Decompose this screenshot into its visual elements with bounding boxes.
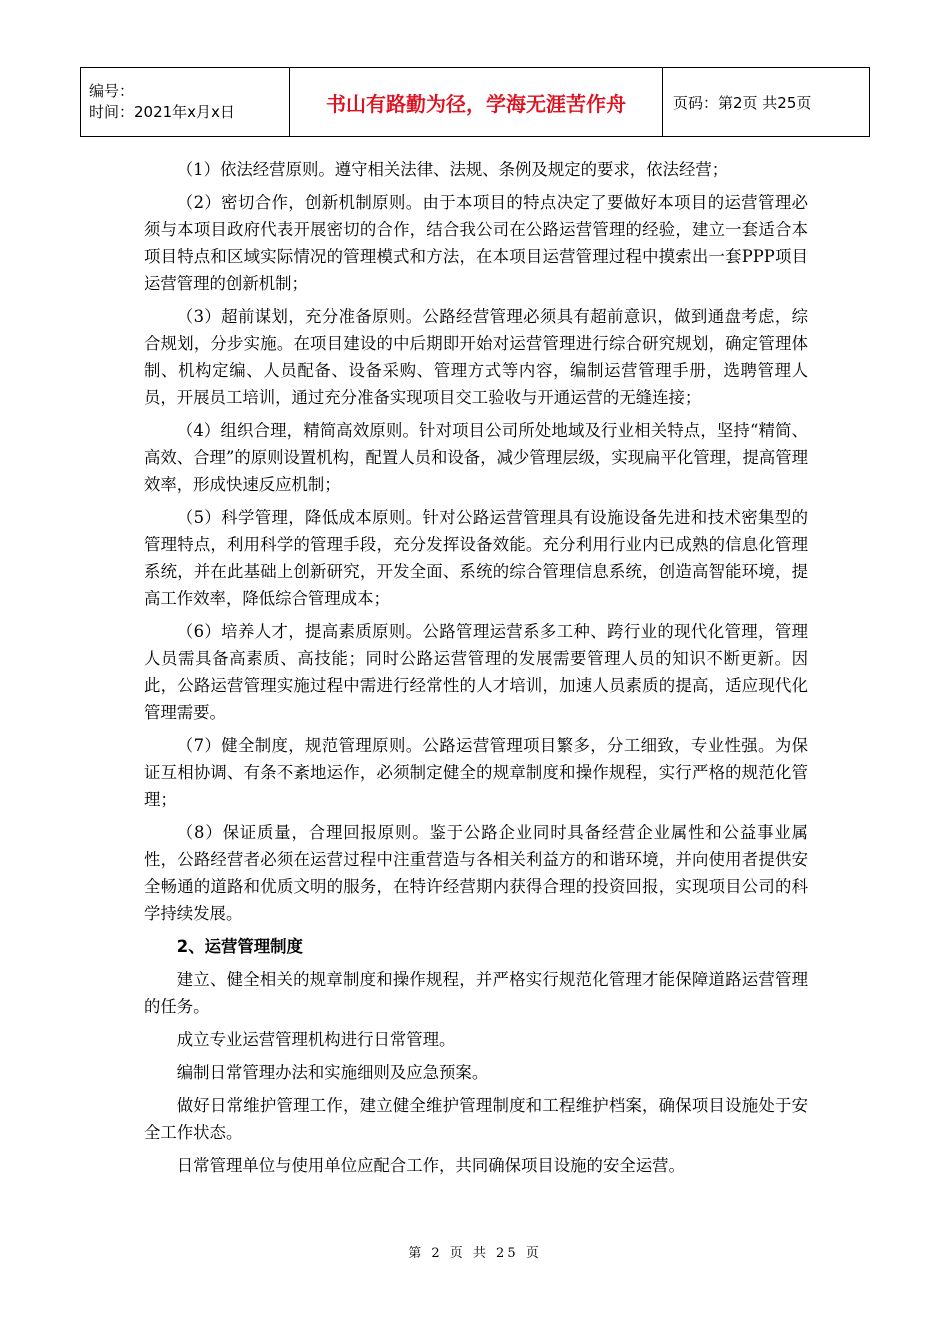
header-page-label: 页码：第2页 共25页 <box>663 68 870 137</box>
section-paragraph-2: 成立专业运营管理机构进行日常管理。 <box>176 1030 456 1049</box>
header-meta-cell <box>81 68 290 137</box>
document-number-label: 编号： <box>89 82 135 100</box>
section-paragraph-1: 建立、健全相关的规章制度和操作规程，并严格实行规范化管理才能保障道路运营管理的任务。 <box>144 970 808 1016</box>
paragraph-8: （8）保证质量，合理回报原则。鉴于公路企业同时具备经营企业属性和公益事业属性，公路经营者必须在运营过程中注重营造与各相关利益方的和谐环境，并向使用者提供安全畅通的道路和优质文明的服务，在特许经营期内获得合理的投资回报，实现项目公司的科学持续发展。 <box>144 823 808 923</box>
document-date-label: 时间：2021年x月x日 <box>89 103 235 121</box>
section-paragraph-5: 日常管理单位与使用单位应配合工作，共同确保项目设施的安全运营。 <box>176 1156 685 1175</box>
section-paragraph-4: 做好日常维护管理工作，建立健全维护管理制度和工程维护档案，确保项目设施处于安全工作状态。 <box>144 1096 808 1142</box>
header-table <box>80 67 870 137</box>
paragraph-4: （4）组织合理，精简高效原则。针对项目公司所处地域及行业相关特点，坚持“精简、高效、合理”的原则设置机构，配置人员和设备，减少管理层级，实现扁平化管理，提高管理效率，形成快速反应机制； <box>144 421 809 494</box>
section-paragraph-3: 编制日常管理办法和实施细则及应急预案。 <box>176 1063 489 1082</box>
page-footer: 第 2 页 共 25 页 <box>408 1246 542 1261</box>
section-heading: 2、运营管理制度 <box>176 937 303 956</box>
paragraph-3: （3）超前谋划，充分准备原则。公路经营管理必须具有超前意识，做到通盘考虑，综合规划，分步实施。在项目建设的中后期即开始对运营管理进行综合研究规划，确定管理体制、机构定编、人员配备、设备采购、管理方式等内容，编制运营管理手册，选聘管理人员，开展员工培训，通过充分准备实现项目交工验收与开通运营的无缝连接； <box>144 307 808 407</box>
paragraph-7: （7）健全制度，规范管理原则。公路运营管理项目繁多，分工细致，专业性强。为保证互相协调、有条不紊地运作，必须制定健全的规章制度和操作规程，实行严格的规范化管理； <box>144 736 808 809</box>
document-body <box>144 156 808 1185</box>
paragraph-6: （6）培养人才，提高素质原则。公路管理运营系多工种、跨行业的现代化管理，管理人员需具备高素质、高技能；同时公路运营管理的发展需要管理人员的知识不断更新。因此，公路运营管理实施过程中需进行经常性的人才培训，加速人员素质的提高，适应现代化管理需要。 <box>144 622 808 722</box>
header-motto: 书山有路勤为径，学海无涯苦作舟 <box>290 68 663 137</box>
paragraph-1: （1）依法经营原则。遵守相关法律、法规、条例及规定的要求，依法经营； <box>176 160 729 179</box>
paragraph-5: （5）科学管理，降低成本原则。针对公路运营管理具有设施设备先进和技术密集型的管理特点，利用科学的管理手段，充分发挥设备效能。充分利用行业内已成熟的信息化管理系统，并在此基础上创新研究，开发全面、系统的综合管理信息系统，创造高智能环境，提高工作效率，降低综合管理成本； <box>144 508 808 608</box>
paragraph-2: （2）密切合作，创新机制原则。由于本项目的特点决定了要做好本项目的运营管理必须与本项目政府代表开展密切的合作，结合我公司在公路运营管理的经验，建立一套适合本项目特点和区域实际情况的管理模式和方法，在本项目运营管理过程中摸索出一套PPP项目运营管理的创新机制； <box>144 193 808 293</box>
